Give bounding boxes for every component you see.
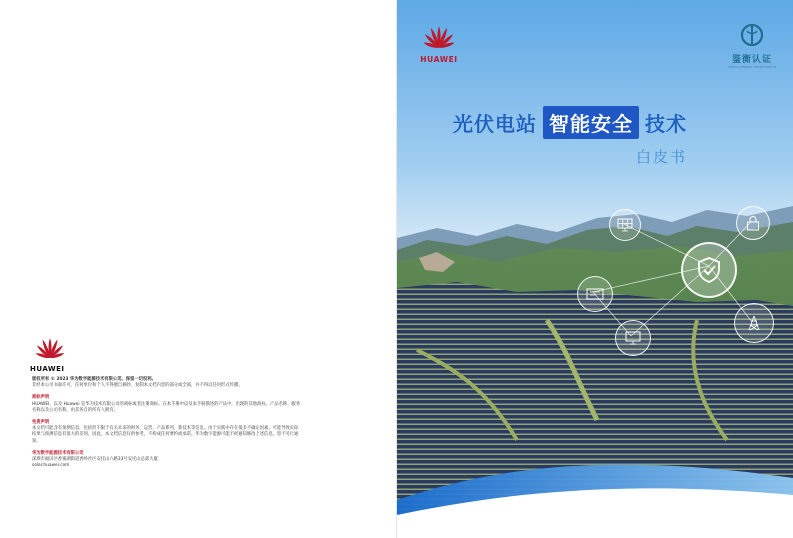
back-cover (0, 0, 396, 538)
grid-tower-icon (734, 303, 774, 343)
copyright-heading: 版权所有 © 2023 华为数字能源技术有限公司。保留一切权利。 (32, 377, 156, 382)
solar-panel-icon (609, 209, 641, 241)
front-cover (397, 0, 793, 538)
disclaimer-body: 本文档可能含有预测信息，包括但不限于有关未来的财务、运营、产品系列、新技术等信息。由于实践中存在很多不确定因素，可能导致实际结果与预测信息有很大的差别。因此，本文档信息仅供参考，不构成任何要约或承诺。华为数字能源可能不经通知修改上述信息，恕不另行通知。 (32, 426, 299, 444)
disclaimer-heading: 免责声明 (32, 420, 50, 426)
trademark-heading: 商标声明 (32, 395, 50, 401)
company-name: 华为数字能源技术有限公司 (32, 450, 84, 456)
company-address: 深圳市福田区香蜜湖街道香岭社区安托山六路33号安托山总部大厦 (32, 457, 158, 463)
company-website: solar.huawei.com (32, 463, 70, 469)
huawei-petal-icon (417, 24, 461, 50)
lock-icon (736, 206, 770, 240)
inverter-icon (577, 276, 613, 312)
cover-title (453, 105, 687, 139)
cgc-certification-logo (727, 22, 777, 69)
logo-wordmark: HUAWEI (420, 55, 458, 64)
huawei-logo (417, 24, 461, 64)
huawei-petal-icon (30, 336, 70, 360)
huawei-logo (30, 336, 70, 373)
trademark-body: HUAWEI、以及 Huawei 是华为技术有限公司的商标或者注册商标。在本手册中以及本手册描述的产品中，出现的其他商标、产品名称、服务名称以及公司名称，由其各自的所有人拥有。 (32, 401, 301, 413)
copyright-body: 非经本公司书面许可，任何单位和个人不得擅自摘抄、复制本文档内容的部分或全部，并不得以任何形式传播。 (32, 383, 243, 389)
title-highlight: 智能安全 (543, 106, 639, 139)
logo-wordmark: HUAWEI (30, 365, 65, 373)
cover-subtitle: 白皮书 (636, 148, 688, 166)
monitor-icon (615, 320, 651, 356)
title-part1: 光伏电站 (453, 111, 537, 136)
title-part2: 技术 (645, 111, 687, 136)
legal-notice (32, 377, 302, 469)
cert-name: 鉴衡认证 (731, 55, 772, 65)
cert-subtitle: CHINA GENERAL CERTIFICATION (728, 65, 776, 69)
cgc-emblem-icon (739, 22, 765, 48)
shield-check-icon (681, 242, 737, 298)
